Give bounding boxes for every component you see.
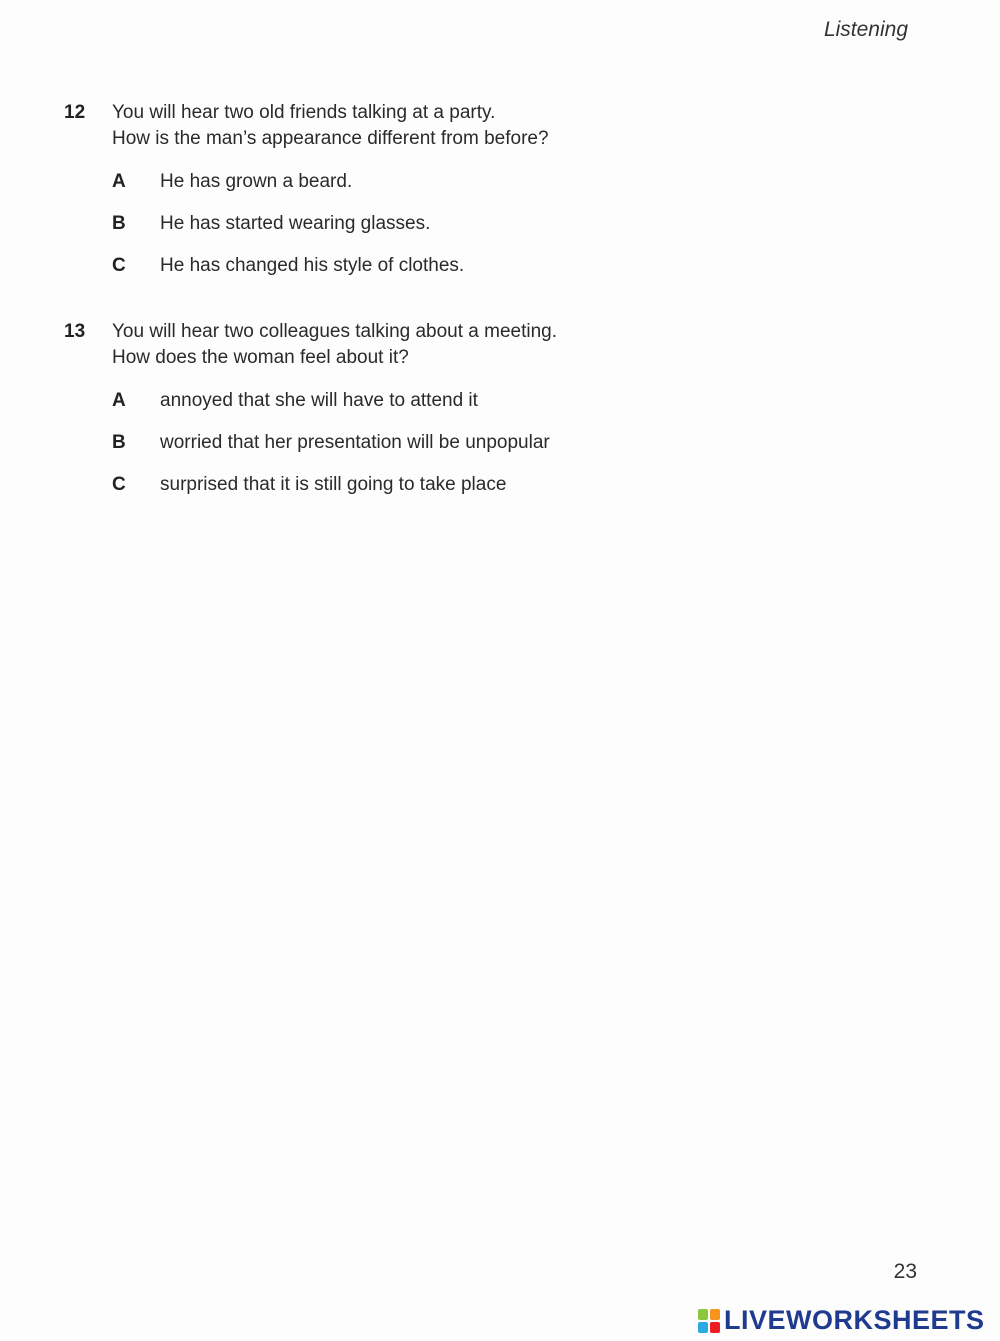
option-text: He has started wearing glasses. — [160, 213, 431, 234]
option-letter: C — [112, 474, 126, 495]
liveworksheets-watermark — [698, 1305, 985, 1336]
prompt-line: How does the woman feel about it? — [112, 347, 409, 368]
liveworksheets-logo-icon — [698, 1309, 720, 1333]
option-letter: A — [112, 171, 126, 192]
prompt-line: You will hear two old friends talking at a party. — [112, 102, 496, 123]
option-text: surprised that it is still going to take place — [160, 474, 507, 495]
question-12 — [64, 100, 764, 295]
option-text: He has changed his style of clothes. — [160, 255, 465, 276]
answer-options — [112, 169, 764, 295]
answer-options — [112, 388, 764, 514]
option-letter: C — [112, 255, 126, 276]
question-header — [64, 319, 764, 371]
prompt-line: You will hear two colleagues talking about a meeting. — [112, 321, 558, 342]
option-letter: B — [112, 213, 126, 234]
option-text: He has grown a beard. — [160, 171, 353, 192]
section-label: Listening — [823, 18, 908, 41]
option-a[interactable] — [112, 388, 764, 430]
watermark-text: LIVEWORKSHEETS — [724, 1305, 985, 1335]
option-letter: B — [112, 432, 126, 453]
option-text: worried that her presentation will be unpopular — [160, 432, 550, 453]
question-number: 13 — [64, 321, 86, 342]
prompt-line: How is the man’s appearance different from before? — [112, 128, 549, 149]
question-13 — [64, 319, 764, 514]
logo-cell — [698, 1309, 708, 1320]
question-prompt — [112, 319, 557, 371]
logo-cell — [698, 1322, 708, 1333]
option-b[interactable] — [112, 211, 764, 253]
question-number: 12 — [64, 102, 86, 123]
logo-cell — [710, 1309, 720, 1320]
option-c[interactable] — [112, 472, 764, 514]
option-a[interactable] — [112, 169, 764, 211]
logo-cell — [710, 1322, 720, 1333]
page-number: 23 — [893, 1260, 917, 1283]
option-text: annoyed that she will have to attend it — [160, 390, 478, 411]
option-letter: A — [112, 390, 126, 411]
option-b[interactable] — [112, 430, 764, 472]
question-header — [64, 100, 764, 152]
question-prompt — [112, 100, 549, 152]
option-c[interactable] — [112, 253, 764, 295]
